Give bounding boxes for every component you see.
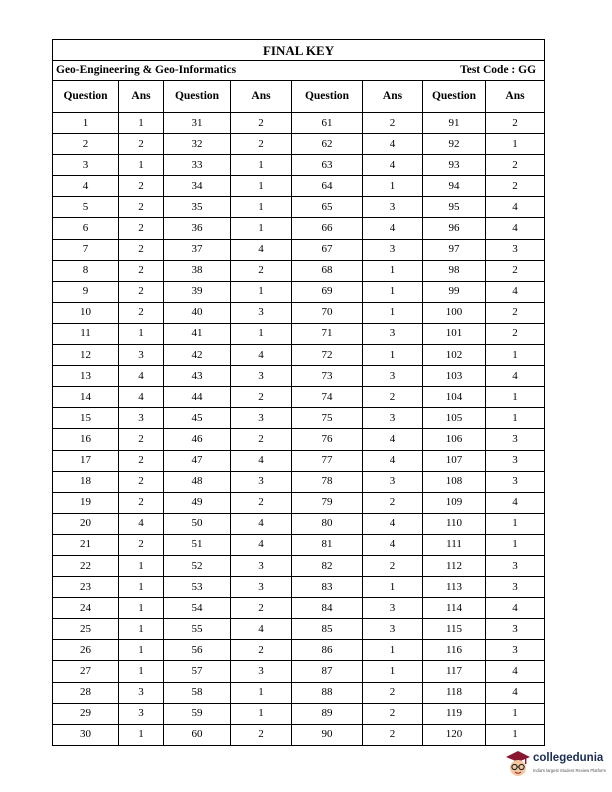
question-number-cell: 117	[423, 661, 486, 682]
answer-cell: 1	[119, 619, 164, 640]
answer-cell: 3	[486, 555, 545, 576]
question-number-cell: 49	[164, 492, 231, 513]
question-number-cell: 74	[292, 387, 363, 408]
answer-cell: 2	[486, 302, 545, 323]
question-number-cell: 29	[53, 703, 119, 724]
answer-cell: 2	[231, 640, 292, 661]
question-number-cell: 44	[164, 387, 231, 408]
question-number-cell: 95	[423, 197, 486, 218]
answer-cell: 2	[231, 134, 292, 155]
answer-key-table	[52, 39, 545, 746]
answer-cell: 1	[119, 598, 164, 619]
answer-cell: 4	[231, 513, 292, 534]
question-number-cell: 54	[164, 598, 231, 619]
answer-cell: 1	[119, 113, 164, 134]
answer-cell: 3	[486, 450, 545, 471]
question-number-cell: 99	[423, 281, 486, 302]
answer-cell: 1	[486, 534, 545, 555]
answer-cell: 3	[231, 555, 292, 576]
question-number-cell: 55	[164, 619, 231, 640]
answer-cell: 2	[119, 302, 164, 323]
question-number-cell: 28	[53, 682, 119, 703]
question-number-cell: 103	[423, 366, 486, 387]
answer-cell: 3	[231, 577, 292, 598]
question-number-cell: 106	[423, 429, 486, 450]
paper-name: Geo-Engineering & Geo-Informatics	[53, 61, 363, 81]
answer-cell: 2	[231, 429, 292, 450]
question-number-cell: 39	[164, 281, 231, 302]
column-header-ans: Ans	[363, 81, 423, 113]
question-number-cell: 75	[292, 408, 363, 429]
question-number-cell: 10	[53, 302, 119, 323]
question-number-cell: 31	[164, 113, 231, 134]
column-header-ans: Ans	[231, 81, 292, 113]
question-number-cell: 91	[423, 113, 486, 134]
column-header-ans: Ans	[119, 81, 164, 113]
table-row	[53, 281, 545, 302]
question-number-cell: 115	[423, 619, 486, 640]
question-number-cell: 60	[164, 724, 231, 745]
table-row	[53, 429, 545, 450]
answer-cell: 1	[231, 155, 292, 176]
answer-cell: 1	[363, 577, 423, 598]
question-number-cell: 113	[423, 577, 486, 598]
question-number-cell: 2	[53, 134, 119, 155]
answer-cell: 3	[486, 577, 545, 598]
answer-cell: 2	[231, 113, 292, 134]
question-number-cell: 18	[53, 471, 119, 492]
graduate-mascot-icon	[505, 748, 531, 782]
question-number-cell: 1	[53, 113, 119, 134]
answer-cell: 2	[363, 724, 423, 745]
answer-cell: 1	[363, 260, 423, 281]
answer-cell: 1	[119, 323, 164, 344]
answer-cell: 2	[119, 281, 164, 302]
answer-cell: 4	[486, 218, 545, 239]
question-number-cell: 9	[53, 281, 119, 302]
question-number-cell: 94	[423, 176, 486, 197]
answer-cell: 4	[363, 450, 423, 471]
answer-cell: 2	[363, 703, 423, 724]
answer-cell: 1	[363, 640, 423, 661]
question-number-cell: 110	[423, 513, 486, 534]
table-row	[53, 176, 545, 197]
question-number-cell: 72	[292, 345, 363, 366]
question-number-cell: 120	[423, 724, 486, 745]
table-row	[53, 661, 545, 682]
table-row	[53, 366, 545, 387]
question-number-cell: 4	[53, 176, 119, 197]
answer-cell: 2	[119, 218, 164, 239]
question-number-cell: 30	[53, 724, 119, 745]
answer-cell: 3	[363, 598, 423, 619]
answer-cell: 1	[119, 640, 164, 661]
question-number-cell: 100	[423, 302, 486, 323]
question-number-cell: 89	[292, 703, 363, 724]
question-number-cell: 62	[292, 134, 363, 155]
question-number-cell: 71	[292, 323, 363, 344]
answer-cell: 1	[119, 555, 164, 576]
answer-cell: 1	[363, 176, 423, 197]
answer-cell: 4	[231, 619, 292, 640]
answer-cell: 4	[231, 534, 292, 555]
answer-cell: 4	[363, 134, 423, 155]
table-row	[53, 450, 545, 471]
answer-cell: 3	[363, 408, 423, 429]
answer-cell: 3	[486, 619, 545, 640]
answer-cell: 4	[231, 450, 292, 471]
question-number-cell: 107	[423, 450, 486, 471]
question-number-cell: 101	[423, 323, 486, 344]
question-number-cell: 97	[423, 239, 486, 260]
table-row	[53, 619, 545, 640]
answer-cell: 1	[231, 281, 292, 302]
question-number-cell: 38	[164, 260, 231, 281]
answer-cell: 2	[231, 260, 292, 281]
question-number-cell: 20	[53, 513, 119, 534]
question-number-cell: 14	[53, 387, 119, 408]
answer-cell: 3	[363, 239, 423, 260]
table-row	[53, 555, 545, 576]
answer-cell: 3	[486, 239, 545, 260]
column-header-question: Question	[423, 81, 486, 113]
table-row	[53, 408, 545, 429]
answer-cell: 3	[486, 640, 545, 661]
answer-cell: 2	[231, 492, 292, 513]
question-number-cell: 90	[292, 724, 363, 745]
answer-cell: 3	[363, 619, 423, 640]
answer-cell: 4	[363, 218, 423, 239]
column-header-question: Question	[164, 81, 231, 113]
question-number-cell: 70	[292, 302, 363, 323]
question-number-cell: 64	[292, 176, 363, 197]
answer-cell: 1	[486, 408, 545, 429]
answer-cell: 2	[119, 134, 164, 155]
question-number-cell: 93	[423, 155, 486, 176]
answer-cell: 3	[119, 703, 164, 724]
table-row	[53, 323, 545, 344]
answer-cell: 4	[486, 682, 545, 703]
answer-cell: 1	[231, 682, 292, 703]
question-number-cell: 57	[164, 661, 231, 682]
column-header-question: Question	[53, 81, 119, 113]
question-number-cell: 17	[53, 450, 119, 471]
question-number-cell: 63	[292, 155, 363, 176]
question-number-cell: 48	[164, 471, 231, 492]
question-number-cell: 11	[53, 323, 119, 344]
answer-rows	[53, 113, 545, 746]
question-number-cell: 69	[292, 281, 363, 302]
question-number-cell: 102	[423, 345, 486, 366]
answer-cell: 3	[119, 682, 164, 703]
answer-cell: 2	[486, 260, 545, 281]
answer-cell: 3	[363, 366, 423, 387]
answer-cell: 3	[231, 471, 292, 492]
answer-cell: 1	[363, 302, 423, 323]
table-row	[53, 302, 545, 323]
table-row	[53, 345, 545, 366]
question-number-cell: 73	[292, 366, 363, 387]
answer-cell: 4	[363, 155, 423, 176]
question-number-cell: 79	[292, 492, 363, 513]
question-number-cell: 109	[423, 492, 486, 513]
question-number-cell: 66	[292, 218, 363, 239]
answer-cell: 3	[486, 471, 545, 492]
question-number-cell: 77	[292, 450, 363, 471]
answer-cell: 3	[231, 366, 292, 387]
question-number-cell: 41	[164, 323, 231, 344]
answer-cell: 3	[486, 429, 545, 450]
table-row	[53, 513, 545, 534]
question-number-cell: 92	[423, 134, 486, 155]
answer-cell: 4	[486, 661, 545, 682]
question-number-cell: 15	[53, 408, 119, 429]
answer-cell: 2	[486, 323, 545, 344]
answer-cell: 4	[486, 197, 545, 218]
table-row	[53, 134, 545, 155]
answer-cell: 1	[231, 197, 292, 218]
table-row	[53, 492, 545, 513]
column-header-ans: Ans	[486, 81, 545, 113]
answer-cell: 4	[363, 429, 423, 450]
question-number-cell: 61	[292, 113, 363, 134]
question-number-cell: 23	[53, 577, 119, 598]
answer-cell: 1	[363, 345, 423, 366]
logo-brand-text: collegedunia	[533, 752, 604, 764]
question-number-cell: 67	[292, 239, 363, 260]
collegedunia-logo[interactable]	[503, 748, 607, 786]
question-number-cell: 46	[164, 429, 231, 450]
table-row	[53, 239, 545, 260]
answer-cell: 3	[119, 408, 164, 429]
question-number-cell: 19	[53, 492, 119, 513]
answer-cell: 1	[231, 703, 292, 724]
question-number-cell: 52	[164, 555, 231, 576]
answer-cell: 2	[119, 197, 164, 218]
answer-cell: 4	[486, 492, 545, 513]
table-row	[53, 724, 545, 745]
answer-cell: 3	[231, 661, 292, 682]
answer-cell: 2	[119, 176, 164, 197]
answer-cell: 2	[363, 555, 423, 576]
question-number-cell: 12	[53, 345, 119, 366]
question-number-cell: 118	[423, 682, 486, 703]
question-number-cell: 26	[53, 640, 119, 661]
table-row	[53, 387, 545, 408]
answer-cell: 1	[486, 345, 545, 366]
question-number-cell: 51	[164, 534, 231, 555]
answer-cell: 2	[363, 682, 423, 703]
answer-cell: 2	[363, 492, 423, 513]
question-number-cell: 108	[423, 471, 486, 492]
question-number-cell: 34	[164, 176, 231, 197]
question-number-cell: 59	[164, 703, 231, 724]
table-row	[53, 640, 545, 661]
answer-cell: 1	[231, 218, 292, 239]
answer-cell: 2	[231, 724, 292, 745]
answer-cell: 4	[486, 366, 545, 387]
question-number-cell: 111	[423, 534, 486, 555]
question-number-cell: 116	[423, 640, 486, 661]
question-number-cell: 13	[53, 366, 119, 387]
question-number-cell: 47	[164, 450, 231, 471]
question-number-cell: 33	[164, 155, 231, 176]
answer-cell: 2	[119, 429, 164, 450]
question-number-cell: 96	[423, 218, 486, 239]
answer-cell: 1	[486, 134, 545, 155]
answer-cell: 4	[363, 513, 423, 534]
question-number-cell: 84	[292, 598, 363, 619]
table-row	[53, 598, 545, 619]
question-number-cell: 58	[164, 682, 231, 703]
table-row	[53, 682, 545, 703]
answer-cell: 1	[486, 724, 545, 745]
question-number-cell: 68	[292, 260, 363, 281]
answer-cell: 4	[119, 366, 164, 387]
question-number-cell: 83	[292, 577, 363, 598]
answer-cell: 1	[486, 703, 545, 724]
table-row	[53, 113, 545, 134]
question-number-cell: 16	[53, 429, 119, 450]
question-number-cell: 25	[53, 619, 119, 640]
question-number-cell: 112	[423, 555, 486, 576]
answer-cell: 3	[363, 323, 423, 344]
answer-cell: 2	[363, 113, 423, 134]
page-title: FINAL KEY	[53, 40, 545, 61]
question-number-cell: 105	[423, 408, 486, 429]
answer-cell: 1	[486, 387, 545, 408]
answer-cell: 2	[486, 155, 545, 176]
answer-cell: 1	[119, 724, 164, 745]
question-number-cell: 37	[164, 239, 231, 260]
question-number-cell: 21	[53, 534, 119, 555]
answer-cell: 2	[363, 387, 423, 408]
question-number-cell: 50	[164, 513, 231, 534]
question-number-cell: 3	[53, 155, 119, 176]
table-row	[53, 471, 545, 492]
question-number-cell: 88	[292, 682, 363, 703]
answer-cell: 3	[363, 471, 423, 492]
answer-cell: 2	[119, 534, 164, 555]
answer-cell: 1	[486, 513, 545, 534]
answer-cell: 2	[119, 492, 164, 513]
question-number-cell: 65	[292, 197, 363, 218]
answer-cell: 3	[231, 302, 292, 323]
question-number-cell: 85	[292, 619, 363, 640]
question-number-cell: 56	[164, 640, 231, 661]
answer-cell: 1	[119, 577, 164, 598]
answer-cell: 1	[119, 661, 164, 682]
question-number-cell: 114	[423, 598, 486, 619]
question-number-cell: 32	[164, 134, 231, 155]
answer-cell: 2	[119, 239, 164, 260]
answer-cell: 3	[363, 197, 423, 218]
table-row	[53, 218, 545, 239]
column-header-question: Question	[292, 81, 363, 113]
answer-cell: 4	[231, 345, 292, 366]
question-number-cell: 98	[423, 260, 486, 281]
answer-cell: 2	[119, 450, 164, 471]
table-row	[53, 260, 545, 281]
question-number-cell: 43	[164, 366, 231, 387]
question-number-cell: 87	[292, 661, 363, 682]
question-number-cell: 104	[423, 387, 486, 408]
logo-tagline: India's largest Student Review Platform	[533, 768, 606, 773]
answer-cell: 4	[363, 534, 423, 555]
question-number-cell: 35	[164, 197, 231, 218]
answer-cell: 4	[486, 281, 545, 302]
answer-cell: 2	[119, 260, 164, 281]
answer-cell: 2	[231, 387, 292, 408]
question-number-cell: 40	[164, 302, 231, 323]
question-number-cell: 27	[53, 661, 119, 682]
answer-cell: 2	[231, 598, 292, 619]
test-code: Test Code : GG	[363, 61, 545, 81]
table-row	[53, 197, 545, 218]
question-number-cell: 80	[292, 513, 363, 534]
question-number-cell: 53	[164, 577, 231, 598]
question-number-cell: 86	[292, 640, 363, 661]
question-number-cell: 119	[423, 703, 486, 724]
table-row	[53, 577, 545, 598]
answer-cell: 3	[231, 408, 292, 429]
question-number-cell: 36	[164, 218, 231, 239]
question-number-cell: 7	[53, 239, 119, 260]
answer-cell: 2	[486, 176, 545, 197]
question-number-cell: 8	[53, 260, 119, 281]
table-row	[53, 155, 545, 176]
answer-cell: 2	[119, 471, 164, 492]
answer-cell: 2	[486, 113, 545, 134]
question-number-cell: 76	[292, 429, 363, 450]
table-row	[53, 703, 545, 724]
answer-cell: 4	[231, 239, 292, 260]
answer-cell: 3	[119, 345, 164, 366]
question-number-cell: 82	[292, 555, 363, 576]
answer-cell: 1	[363, 661, 423, 682]
answer-cell: 1	[231, 323, 292, 344]
answer-cell: 1	[231, 176, 292, 197]
answer-cell: 4	[486, 598, 545, 619]
answer-cell: 4	[119, 387, 164, 408]
answer-cell: 4	[119, 513, 164, 534]
question-number-cell: 81	[292, 534, 363, 555]
question-number-cell: 24	[53, 598, 119, 619]
question-number-cell: 22	[53, 555, 119, 576]
question-number-cell: 78	[292, 471, 363, 492]
answer-cell: 1	[363, 281, 423, 302]
question-number-cell: 45	[164, 408, 231, 429]
answer-cell: 1	[119, 155, 164, 176]
question-number-cell: 6	[53, 218, 119, 239]
question-number-cell: 42	[164, 345, 231, 366]
question-number-cell: 5	[53, 197, 119, 218]
table-row	[53, 534, 545, 555]
